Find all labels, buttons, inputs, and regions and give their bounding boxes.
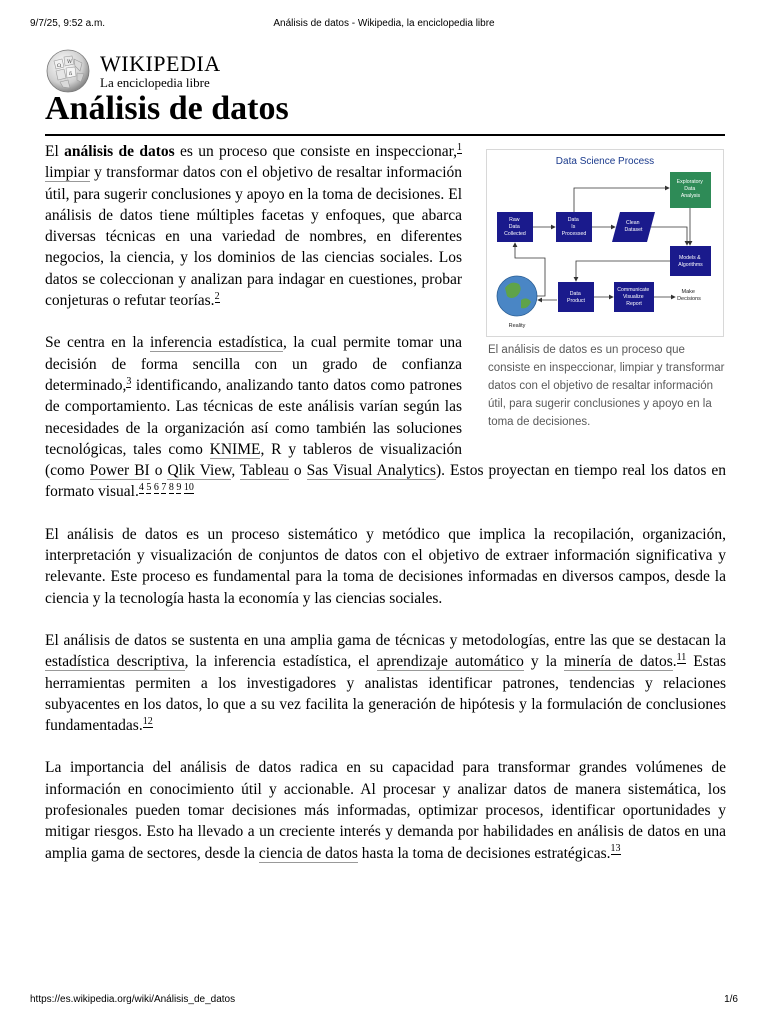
paragraph-4: El análisis de datos se sustenta en una amplia gama de técnicas y metodologías, entre las que se destacan la estadística descriptiva, la inferencia estadística, el aprendizaje automático y la minería de datos.$^{11}$ Estas herramientas permiten a los investigadores y analistas identificar patrones, tendencias y relaciones subyacentes en los datos, lo que a su vez facilita la generación de hipótesis y la formulación de conclusiones fundamentadas.$^{12}$	[45, 631, 727, 735]
ref-11[interactable]: 11	[676, 652, 687, 664]
svg-text:Models & Algorithms: Models & Algorithms	[678, 255, 703, 268]
data-science-process-diagram[interactable]	[486, 149, 724, 337]
svg-text:W: W	[67, 59, 73, 65]
link-ciencia-de-datos[interactable]: ciencia de datos	[258, 844, 358, 862]
ref-3[interactable]: 3	[126, 375, 132, 387]
paragraph-3: El análisis de datos es un proceso sistemático y metódico que implica la recopilación, organización, interpretación y visualización de conjuntos de datos con el objetivo de extraer información significativa y relevante. Este proceso es fundamental para la toma de decisiones informadas en diversos campos, desde la ciencia y la tecnología hasta la economía y las ciencias sociales.	[45, 525, 726, 607]
paragraph-2: Se centra en la inferencia estadística, la cual permite tomar una decisión de forma sencilla con un grado de confianza determinado,$^3$ identificando, analizando tanto datos como patrones de comportamiento. Las técnicas de este análisis varían según las necesidades de la organización así como también las soluciones tecnológicas, tales como KNIME, R y tableros de visualización (como Power BI o Qlik View, Tableau o Sas Visual Analytics). Estos proyectan en tiempo real los datos en formato visual.$^{4 5 6 7 8 9 10}$	[45, 334, 727, 501]
svg-text:Ω: Ω	[57, 63, 62, 69]
svg-text:Raw Data Colle: Raw Data Collected	[504, 217, 526, 237]
paragraph-5: La importancia del análisis de datos radica en su capacidad para transformar grandes volúmenes de información en conocimiento útil y accionable. Al procesar y analizar datos de manera sistemática, los profesionales pueden tomar decisiones más informadas, optimizar procesos, identificar oportunidades y mitigar riesgos. Esto ha llevado a un creciente interés y demanda por habilidades en análisis de datos en una amplia gama de sectores, desde la ciencia de datos hasta la toma de decisiones estratégicas.$^{13}$	[45, 759, 726, 862]
bold-term: análisis de datos	[64, 143, 175, 160]
ref-8[interactable]: 8	[168, 482, 174, 494]
make-decisions-label: Make Decisions	[677, 289, 701, 302]
paragraph-1: El análisis de datos es un proceso que consiste en inspeccionar,$^1$ limpiar y transformar datos con el objetivo de resaltar información útil, para sugerir conclusiones y apoyo en la toma de decisiones. El análisis de datos tiene múltiples facetas y enfoques, que abarca diversas técnicas en una variedad de nombres, en diferentes negocios, la ciencia, y los dominios de las ciencias sociales. Los datos se coleccionan y analizan para indagar en cuestiones, probar conjeturas o refutar teorías.$^2$	[45, 141, 463, 310]
link-knime[interactable]: KNIME	[209, 440, 261, 458]
models-box	[670, 246, 711, 276]
article-figure	[486, 149, 726, 431]
print-datetime: 9/7/25, 9:52 a.m.	[30, 18, 106, 29]
print-url: https://es.wikipedia.org/wiki/Análisis_de_datos	[30, 994, 236, 1005]
link-tableau[interactable]: Tableau	[240, 462, 289, 480]
ref-13[interactable]: 13	[610, 843, 621, 855]
ref-5[interactable]: 5	[146, 482, 152, 494]
ref-2[interactable]: 2	[214, 290, 220, 302]
print-page-number: 1/6	[724, 994, 738, 1005]
link-limpiar[interactable]: limpiar	[45, 164, 90, 182]
svg-text:Clean Dataset: Clean Dataset	[624, 220, 643, 233]
wikipedia-globe-icon	[44, 47, 92, 93]
link-inferencia-estadistica[interactable]: inferencia estadística	[150, 334, 283, 352]
link-estadistica-descriptiva[interactable]: estadística descriptiva	[45, 653, 185, 671]
link-aprendizaje-automatico[interactable]: aprendizaje automático	[376, 653, 524, 671]
svg-text:Data Product: Data Product	[567, 291, 585, 304]
title-divider	[45, 134, 725, 136]
data-product-box	[558, 282, 594, 312]
svg-text:ñ: ñ	[69, 71, 73, 77]
figure-caption: El análisis de datos es un proceso que consiste en inspeccionar, limpiar y transformar datos con el objetivo de resaltar información útil, para sugerir conclusiones y apoyo en la toma de decisiones.	[488, 344, 725, 428]
ref-7[interactable]: 7	[161, 482, 167, 494]
link-qlik-view[interactable]: Qlik View	[167, 462, 232, 480]
link-mineria-de-datos[interactable]: minería de datos	[563, 653, 673, 671]
ref-10[interactable]: 10	[183, 482, 194, 494]
diagram-title: Data Science Process	[555, 156, 655, 167]
wikipedia-wordmark: WIKIPEDIA	[100, 51, 221, 76]
print-page-title: Análisis de datos - Wikipedia, la enciclopedia libre	[273, 18, 495, 29]
link-sas-visual-analytics[interactable]: Sas Visual Analytics	[306, 462, 436, 480]
link-power-bi[interactable]: Power BI	[89, 462, 150, 480]
ref-4[interactable]: 4	[138, 482, 144, 494]
svg-text:Exploratory Data: Exploratory Data Analysis	[676, 179, 703, 199]
svg-text:Communicate Visualize: Communicate Visualize Report	[617, 287, 650, 307]
article-body	[45, 141, 726, 885]
svg-text:Data Is Proces: Data Is Processed	[561, 217, 587, 237]
ref-12[interactable]: 12	[142, 715, 153, 727]
ref-1[interactable]: 1	[457, 141, 463, 153]
ref-6[interactable]: 6	[153, 482, 159, 494]
reality-label: Reality	[508, 323, 526, 329]
page-title: Análisis de datos	[45, 90, 289, 127]
wikipedia-tagline: La enciclopedia libre	[100, 75, 210, 90]
ref-9[interactable]: 9	[176, 482, 182, 494]
wikipedia-logo[interactable]	[44, 47, 244, 93]
